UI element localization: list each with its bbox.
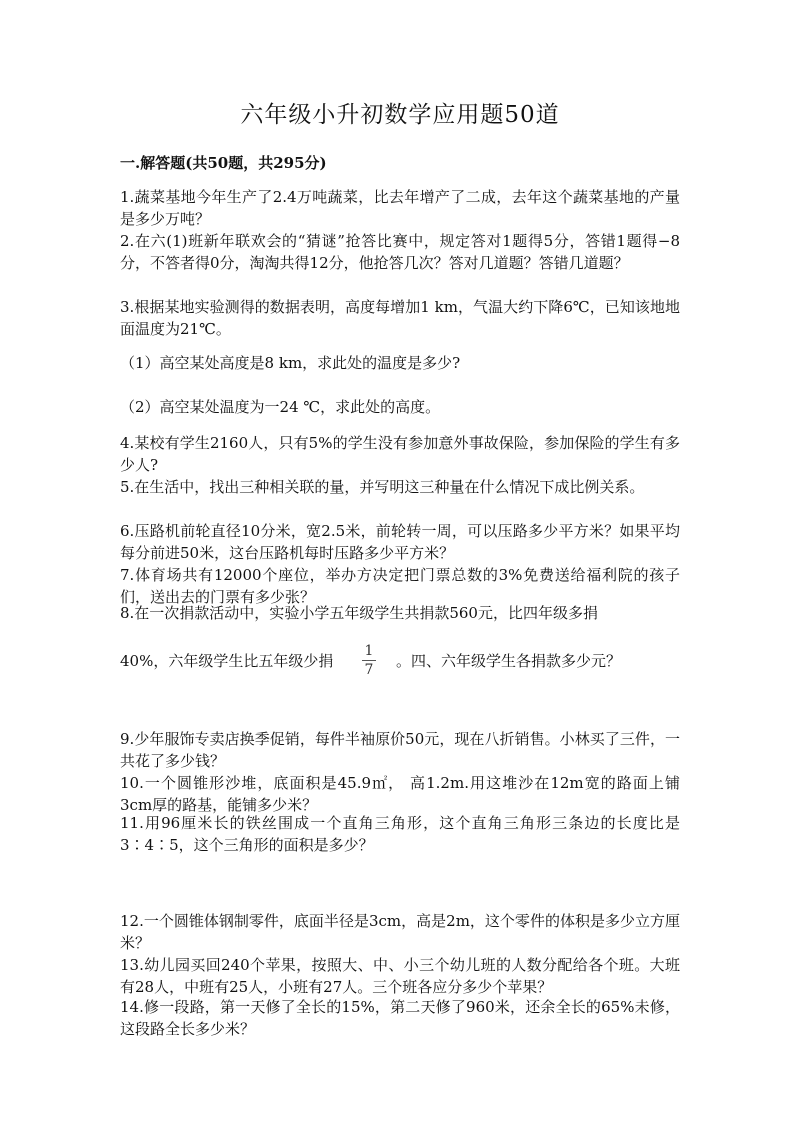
question-8-line-2a: 40%，六年级学生比五年级少捐 — [120, 652, 334, 670]
question-3-part-1: （1）高空某处高度是8 km，求此处的温度是多少? — [120, 354, 461, 372]
question-13: 13.幼儿园买回240个苹果，按照大、中、小三个幼儿班的人数分配给各个班。大班有28人，中班有25人，小班有27人。三个班各应分多少个苹果？ — [120, 956, 680, 996]
question-14: 14.修一段路，第一天修了全长的15%，第二天修了960米，还余全长的65%未修，这段路全长多少米？ — [120, 998, 680, 1038]
question-2: 2.在六(1)班新年联欢会的“猜谜”抢答比赛中，规定答对1题得5分，答错1题得−8分，不答者得0分，淘淘共得12分，他抢答几次？答对几道题？答错几道题？ — [120, 232, 680, 272]
question-4: 4.某校有学生2160人，只有5%的学生没有参加意外事故保险，参加保险的学生有多少人? — [120, 434, 680, 474]
question-8-line-2b: 。四、六年级学生各捐款多少元？ — [396, 652, 622, 670]
question-9: 9.少年服饰专卖店换季促销，每件半袖原价50元，现在八折销售。小林买了三件，一共花了多少钱？ — [120, 730, 680, 770]
question-7: 7.体育场共有12000个座位，举办方决定把门票总数的3%免费送给福利院的孩子们，送出去的门票有多少张？ — [120, 566, 680, 606]
question-6: 6.压路机前轮直径10分米，宽2.5米，前轮转一周，可以压路多少平方米？如果平均每分前进50米，这台压路机每时压路多少平方米？ — [120, 522, 680, 562]
fraction-denominator: 7 — [364, 662, 374, 678]
page-title: 六年级小升初数学应用题50道 — [240, 102, 560, 128]
question-11: 11.用96厘米长的铁丝围成一个直角三角形，这个直角三角形三条边的长度比是3∶4∶5，这个三角形的面积是多少？ — [120, 814, 680, 854]
question-8-line-1: 8.在一次捐款活动中，实验小学五年级学生共捐款560元，比四年级多捐 — [120, 604, 598, 622]
question-8-fraction — [362, 643, 376, 678]
question-10: 10.一个圆锥形沙堆，底面积是45.9㎡， 高1.2m.用这堆沙在12m宽的路面上铺3cm厚的路基，能铺多少米？ — [120, 774, 680, 814]
question-3: 3.根据某地实验测得的数据表明，高度每增加1 km，气温大约下降6℃，已知该地地面温度为21℃。 — [120, 298, 680, 338]
fraction-numerator: 1 — [364, 643, 374, 659]
question-5: 5.在生活中，找出三种相关联的量，并写明这三种量在什么情况下成比例关系。 — [120, 478, 645, 496]
question-1: 1.蔬菜基地今年生产了2.4万吨蔬菜，比去年增产了二成，去年这个蔬菜基地的产量是多少万吨？ — [120, 188, 680, 228]
question-12: 12.一个圆锥体钢制零件，底面半径是3cm，高是2m，这个零件的体积是多少立方厘米？ — [120, 912, 680, 952]
question-3-part-2: （2）高空某处温度为一24 ℃，求此处的高度。 — [120, 398, 441, 416]
section-heading: 一.解答题(共50题，共295分) — [120, 154, 327, 172]
fraction-bar — [362, 660, 376, 661]
